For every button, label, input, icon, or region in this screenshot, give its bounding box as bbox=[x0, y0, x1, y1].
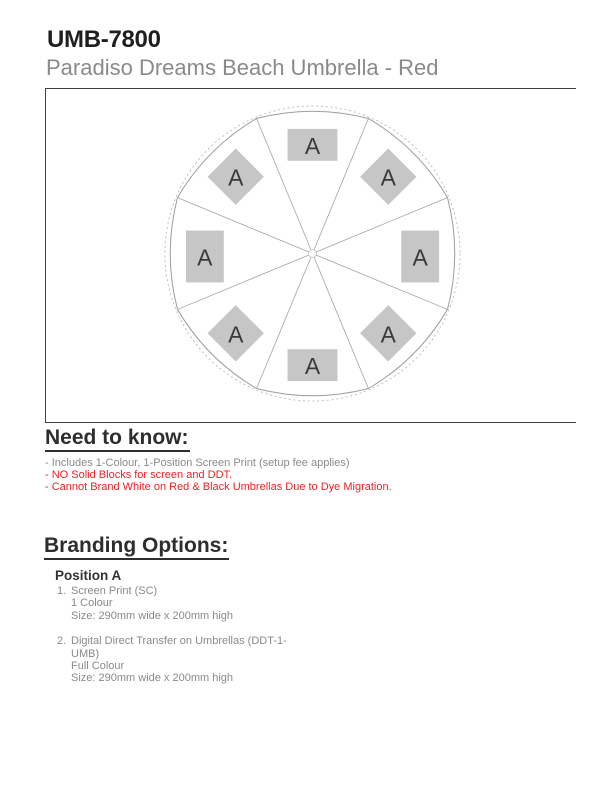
position-a-title: Position A bbox=[55, 568, 122, 583]
position-marker-label: A bbox=[228, 321, 244, 348]
item-line: UMB) bbox=[71, 647, 100, 660]
position-marker-label: A bbox=[380, 164, 396, 191]
need-to-know-notes bbox=[45, 457, 392, 494]
item-number: 2. bbox=[57, 635, 67, 648]
position-marker-top bbox=[288, 129, 338, 161]
product-code: UMB-7800 bbox=[47, 26, 161, 53]
item-lines bbox=[71, 635, 287, 685]
branding-option-item bbox=[57, 585, 287, 622]
branding-options-heading: Branding Options: bbox=[44, 534, 229, 560]
branding-option-item bbox=[57, 635, 287, 685]
position-marker-left bbox=[186, 231, 224, 283]
item-line: Full Colour bbox=[71, 660, 125, 673]
position-marker-bottom bbox=[288, 349, 338, 381]
need-to-know-section bbox=[45, 426, 392, 494]
item-line: Size: 290mm wide x 200mm high bbox=[71, 609, 234, 622]
umbrella-top-view-diagram bbox=[46, 89, 576, 422]
product-name: Paradiso Dreams Beach Umbrella - Red bbox=[46, 55, 439, 80]
umbrella-hub bbox=[309, 250, 317, 258]
item-line: Screen Print (SC) bbox=[71, 585, 158, 597]
note-line: - Includes 1-Colour, 1-Position Screen Print (setup fee applies) bbox=[45, 457, 350, 469]
item-lines bbox=[71, 585, 233, 622]
item-line: Size: 290mm wide x 200mm high bbox=[71, 672, 234, 685]
note-line: - Cannot Brand White on Red & Black Umbrellas Due to Dye Migration. bbox=[45, 481, 392, 494]
item-number: 1. bbox=[57, 585, 67, 597]
need-to-know-heading: Need to know: bbox=[45, 426, 190, 452]
item-line: 1 Colour bbox=[71, 597, 113, 610]
position-marker-label: A bbox=[197, 244, 213, 271]
position-marker-label: A bbox=[380, 321, 396, 348]
position-marker-label: A bbox=[228, 164, 244, 191]
umbrella-diagram-frame bbox=[45, 88, 576, 423]
position-marker-label: A bbox=[304, 132, 321, 159]
branding-options-section bbox=[44, 534, 287, 685]
position-marker-right bbox=[401, 231, 439, 283]
note-line: - NO Solid Blocks for screen and DDT. bbox=[45, 469, 233, 482]
position-marker-label: A bbox=[412, 244, 428, 271]
item-line: Digital Direct Transfer on Umbrellas (DDT-1- bbox=[71, 635, 287, 648]
position-marker-label: A bbox=[304, 353, 321, 380]
